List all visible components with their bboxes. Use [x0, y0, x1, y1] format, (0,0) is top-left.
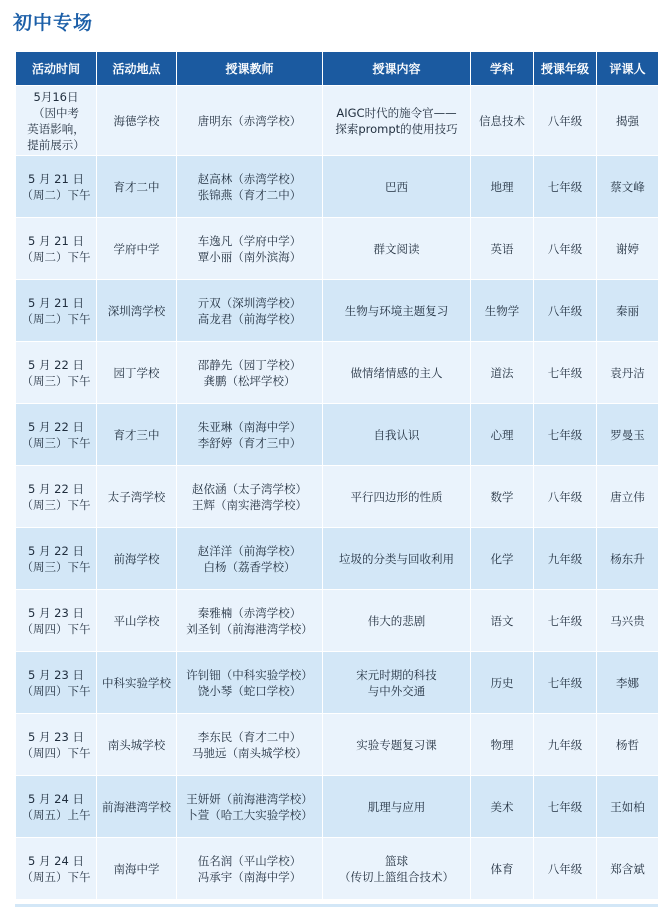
cell-venue: 南海中学: [97, 838, 177, 900]
cell-venue: 平山学校: [97, 590, 177, 652]
cell-time: 5 月 24 日 （周五）下午: [16, 838, 97, 900]
cell-subject: 生物学: [471, 280, 534, 342]
cell-subject: 心理: [471, 404, 534, 466]
cell-time: 5 月 22 日 （周三）下午: [16, 342, 97, 404]
table-row: [16, 776, 659, 838]
cell-teachers: 唐明东（赤湾学校）: [177, 86, 323, 156]
cell-reviewer: 王如柏: [597, 776, 659, 838]
table-row: [16, 838, 659, 900]
table-row: [16, 404, 659, 466]
table-row: [16, 342, 659, 404]
cell-content: 实验专题复习课: [323, 714, 471, 776]
cell-time: 5 月 23 日 （周四）下午: [16, 590, 97, 652]
cell-time: 5月16日 （因中考 英语影响， 提前展示）: [16, 86, 97, 156]
cell-teachers: 邵静先（园丁学校） 龚鹏（松坪学校）: [177, 342, 323, 404]
cell-venue: 前海学校: [97, 528, 177, 590]
cell-venue: 深圳湾学校: [97, 280, 177, 342]
cell-subject: 地理: [471, 156, 534, 218]
cell-venue: 学府中学: [97, 218, 177, 280]
table-row: [16, 652, 659, 714]
cell-content: 肌理与应用: [323, 776, 471, 838]
column-header-time: 活动时间: [16, 52, 97, 86]
cell-reviewer: 唐立伟: [597, 466, 659, 528]
cell-grade: 九年级: [534, 714, 597, 776]
cell-time: 5 月 21 日 （周二）下午: [16, 218, 97, 280]
cell-subject: 信息技术: [471, 86, 534, 156]
cell-content: 做情绪情感的主人: [323, 342, 471, 404]
cell-reviewer: 谢婷: [597, 218, 659, 280]
cell-grade: 八年级: [534, 466, 597, 528]
cell-time: 5 月 22 日 （周三）下午: [16, 528, 97, 590]
cell-grade: 九年级: [534, 528, 597, 590]
table-row: [16, 280, 659, 342]
cell-reviewer: 秦丽: [597, 280, 659, 342]
cell-content: 生物与环境主题复习: [323, 280, 471, 342]
cell-teachers: 伍名润（平山学校） 冯承宇（南海中学）: [177, 838, 323, 900]
cell-grade: 八年级: [534, 86, 597, 156]
cell-venue: 育才三中: [97, 404, 177, 466]
cell-subject: 物理: [471, 714, 534, 776]
cell-teachers: 赵高林（赤湾学校） 张锦燕（育才二中）: [177, 156, 323, 218]
cell-reviewer: 蔡文峰: [597, 156, 659, 218]
table-row: [16, 218, 659, 280]
cell-subject: 英语: [471, 218, 534, 280]
cell-subject: 数学: [471, 466, 534, 528]
cell-reviewer: 杨哲: [597, 714, 659, 776]
cell-time: 5 月 21 日 （周二）下午: [16, 156, 97, 218]
cell-content: AIGC时代的施令官—— 探索prompt的使用技巧: [323, 86, 471, 156]
cell-grade: 七年级: [534, 590, 597, 652]
cell-grade: 八年级: [534, 280, 597, 342]
cell-content: 宋元时期的科技 与中外交通: [323, 652, 471, 714]
table-row: [16, 590, 659, 652]
cell-reviewer: 罗曼玉: [597, 404, 659, 466]
schedule-table: [15, 51, 659, 900]
cell-time: 5 月 23 日 （周四）下午: [16, 714, 97, 776]
column-header-content: 授课内容: [323, 52, 471, 86]
cell-teachers: 赵洋洋（前海学校） 白杨（荔香学校）: [177, 528, 323, 590]
cell-teachers: 车逸凡（学府中学） 覃小丽（南外滨海）: [177, 218, 323, 280]
cell-time: 5 月 24 日 （周五）上午: [16, 776, 97, 838]
cell-reviewer: 袁丹洁: [597, 342, 659, 404]
cell-time: 5 月 22 日 （周三）下午: [16, 466, 97, 528]
cell-grade: 八年级: [534, 838, 597, 900]
cell-content: 垃圾的分类与回收利用: [323, 528, 471, 590]
cell-content: 自我认识: [323, 404, 471, 466]
cell-teachers: 王妍妍（前海港湾学校） 卜萱（哈工大实验学校）: [177, 776, 323, 838]
cell-venue: 海德学校: [97, 86, 177, 156]
cell-grade: 八年级: [534, 218, 597, 280]
cell-teachers: 秦雅楠（赤湾学校） 刘圣钊（前海港湾学校）: [177, 590, 323, 652]
cell-time: 5 月 22 日 （周三）下午: [16, 404, 97, 466]
cell-venue: 太子湾学校: [97, 466, 177, 528]
column-header-venue: 活动地点: [97, 52, 177, 86]
cell-time: 5 月 21 日 （周二）下午: [16, 280, 97, 342]
cell-content: 伟大的悲剧: [323, 590, 471, 652]
cell-teachers: 朱亚琳（南海中学） 李舒婷（育才三中）: [177, 404, 323, 466]
cell-venue: 育才二中: [97, 156, 177, 218]
cell-grade: 七年级: [534, 652, 597, 714]
cell-venue: 园丁学校: [97, 342, 177, 404]
cell-time: 5 月 23 日 （周四）下午: [16, 652, 97, 714]
cell-subject: 体育: [471, 838, 534, 900]
cell-subject: 化学: [471, 528, 534, 590]
table-row: [16, 466, 659, 528]
cell-subject: 道法: [471, 342, 534, 404]
column-header-teachers: 授课教师: [177, 52, 323, 86]
cell-teachers: 许钊钿（中科实验学校） 饶小琴（蛇口学校）: [177, 652, 323, 714]
cell-venue: 前海港湾学校: [97, 776, 177, 838]
cell-subject: 美术: [471, 776, 534, 838]
cell-teachers: 李东民（育才二中） 马驰远（南头城学校）: [177, 714, 323, 776]
cell-subject: 历史: [471, 652, 534, 714]
table-row: [16, 156, 659, 218]
page-title: 初中专场: [13, 12, 94, 34]
table-bottom-border: [15, 904, 658, 907]
cell-content: 篮球 （传切上篮组合技术）: [323, 838, 471, 900]
table-header-row: [16, 52, 659, 86]
cell-content: 平行四边形的性质: [323, 466, 471, 528]
cell-reviewer: 杨东升: [597, 528, 659, 590]
cell-reviewer: 马兴贵: [597, 590, 659, 652]
cell-venue: 南头城学校: [97, 714, 177, 776]
cell-teachers: 赵依涵（太子湾学校） 王辉（南实港湾学校）: [177, 466, 323, 528]
cell-reviewer: 揭强: [597, 86, 659, 156]
cell-grade: 七年级: [534, 776, 597, 838]
cell-grade: 七年级: [534, 156, 597, 218]
cell-content: 巴西: [323, 156, 471, 218]
cell-grade: 七年级: [534, 404, 597, 466]
column-header-grade: 授课年级: [534, 52, 597, 86]
table-row: [16, 714, 659, 776]
cell-venue: 中科实验学校: [97, 652, 177, 714]
cell-teachers: 亓双（深圳湾学校） 高龙君（前海学校）: [177, 280, 323, 342]
table-row: [16, 86, 659, 156]
cell-content: 群文阅读: [323, 218, 471, 280]
cell-subject: 语文: [471, 590, 534, 652]
cell-grade: 七年级: [534, 342, 597, 404]
cell-reviewer: 李娜: [597, 652, 659, 714]
column-header-reviewer: 评课人: [597, 52, 659, 86]
table-row: [16, 528, 659, 590]
cell-reviewer: 郑含斌: [597, 838, 659, 900]
column-header-subject: 学科: [471, 52, 534, 86]
